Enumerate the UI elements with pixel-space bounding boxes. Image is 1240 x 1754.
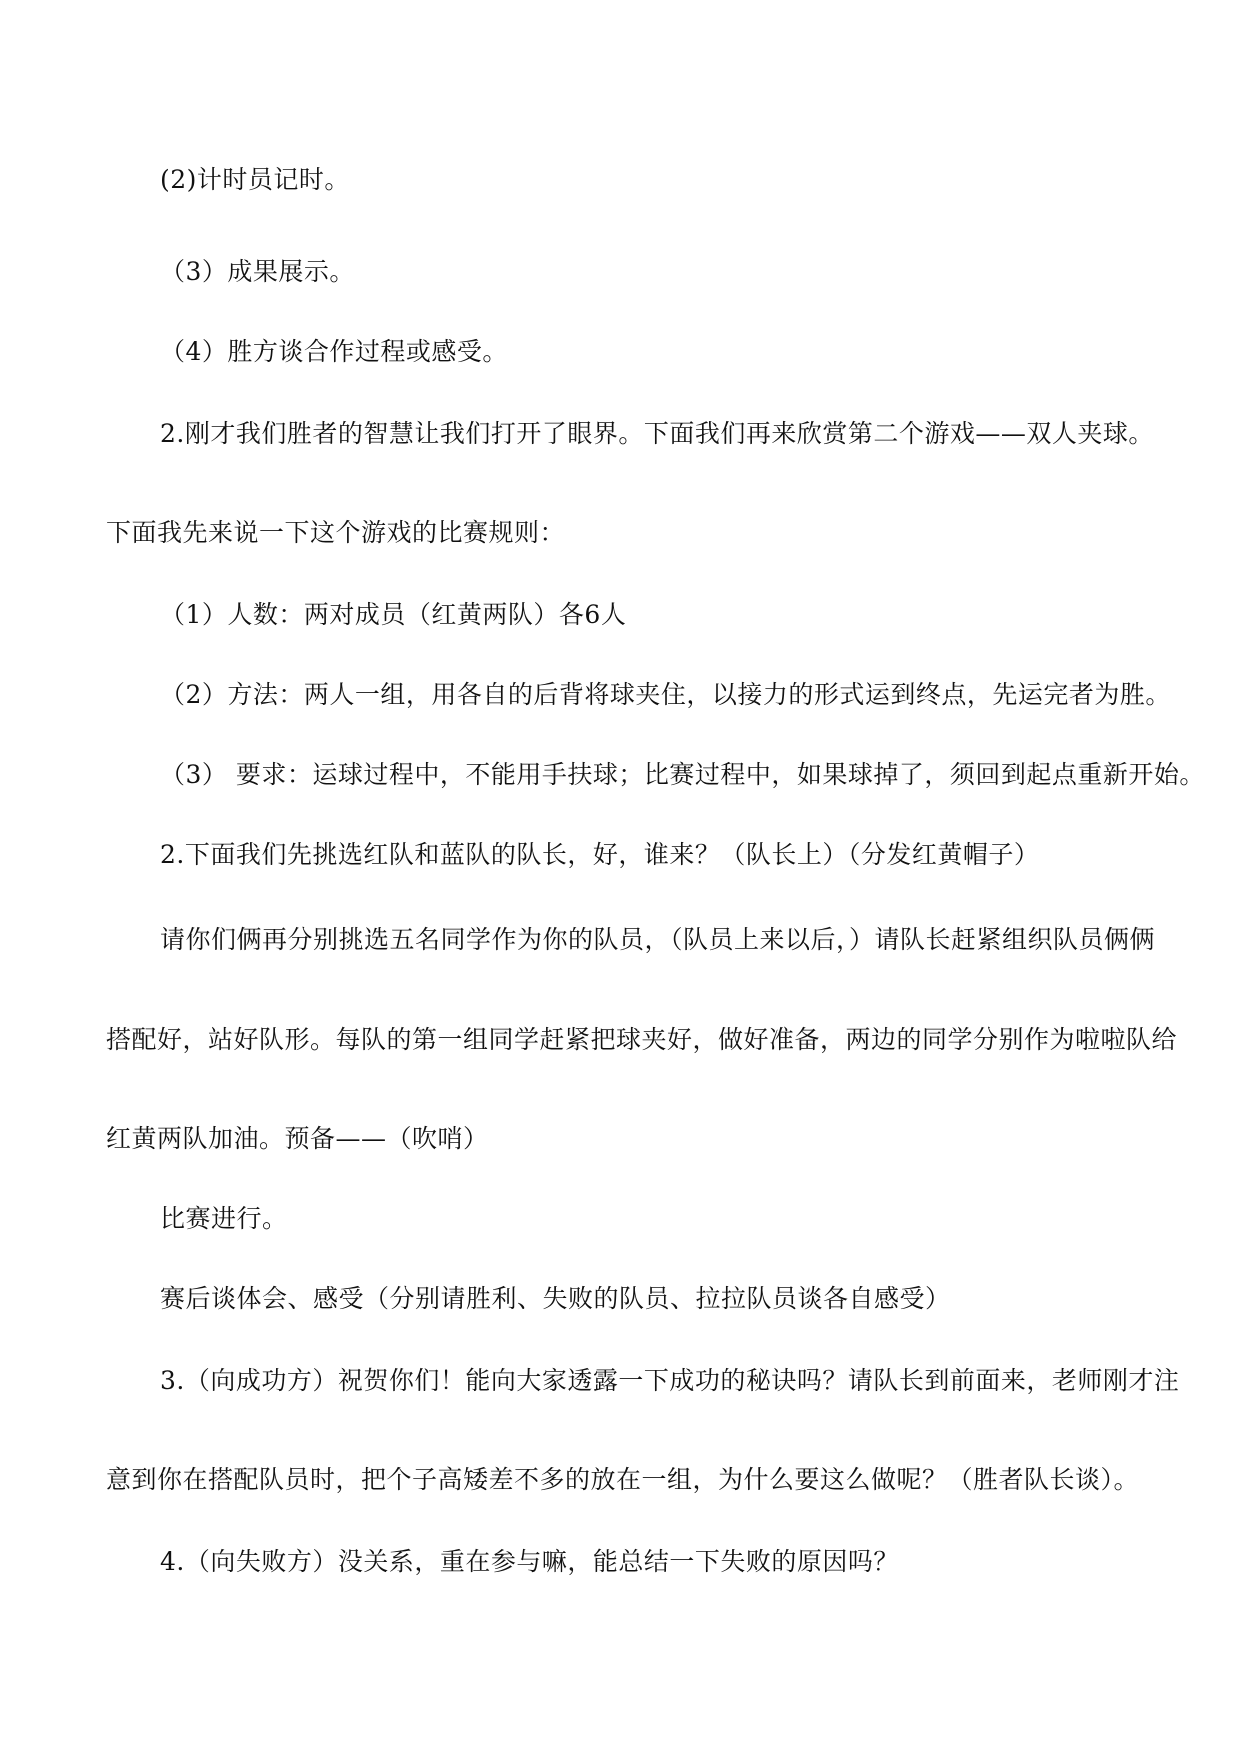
paragraph-line: 4.（向失败方）没关系，重在参与嘛，能总结一下失败的原因吗？ [160,1547,899,1576]
paragraph-line: 请你们俩再分别挑选五名同学作为你的队员，（队员上来以后，）请队长赶紧组织队员俩俩 [160,925,1156,954]
paragraph-line: 搭配好，站好队形。每队的第一组同学赶紧把球夹好，做好准备，两边的同学分别作为啦啦队给 [106,1025,1178,1054]
paragraph-line: （4）胜方谈合作过程或感受。 [160,337,508,366]
paragraph-line: (2)计时员记时。 [160,165,350,194]
paragraph-line: 2.下面我们先挑选红队和蓝队的队长，好，谁来？（队长上）（分发红黄帽子） [160,840,1040,869]
paragraph-line: 比赛进行。 [160,1204,288,1233]
paragraph-line: （2）方法：两人一组，用各自的后背将球夹住，以接力的形式运到终点，先运完者为胜。 [160,680,1171,709]
paragraph-line: （3） 要求：运球过程中，不能用手扶球；比赛过程中，如果球掉了，须回到起点重新开始。 [160,760,1205,789]
paragraph-line: 赛后谈体会、感受（分别请胜利、失败的队员、拉拉队员谈各自感受） [160,1284,951,1313]
paragraph-line: 3.（向成功方）祝贺你们！能向大家透露一下成功的秘诀吗？请队长到前面来，老师刚才注 [160,1366,1180,1395]
paragraph-line: （3）成果展示。 [160,257,355,286]
paragraph-line: 红黄两队加油。预备——（吹哨） [106,1124,489,1153]
paragraph-line: 2.刚才我们胜者的智慧让我们打开了眼界。下面我们再来欣赏第二个游戏——双人夹球。 [160,419,1154,448]
paragraph-line: （1）人数：两对成员（红黄两队）各6人 [160,600,627,629]
paragraph-line: 意到你在搭配队员时，把个子高矮差不多的放在一组，为什么要这么做呢？（胜者队长谈）。 [106,1465,1140,1494]
paragraph-line: 下面我先来说一下这个游戏的比赛规则： [106,518,566,547]
